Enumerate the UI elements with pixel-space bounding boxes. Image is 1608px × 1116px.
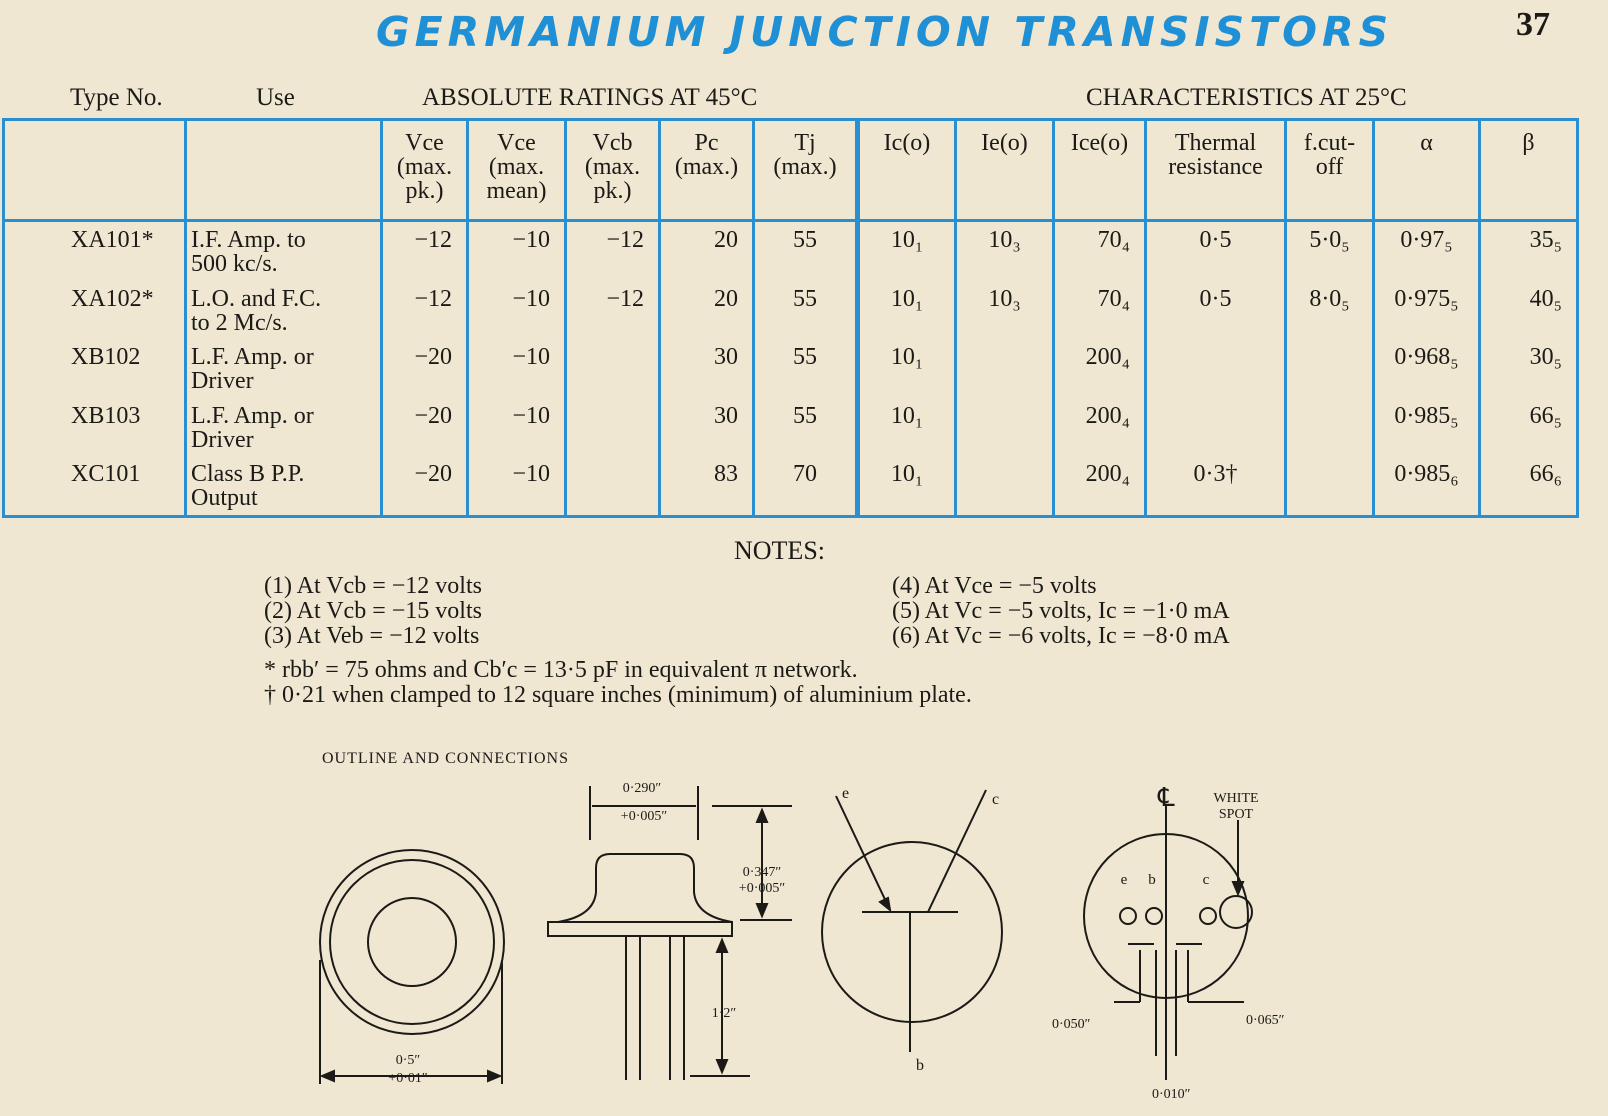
table-cell: 20 [660,281,754,340]
note-6: (6) At Vc = −6 volts, Ic = −8·0 mA [892,623,1230,649]
table-cell [956,339,1054,398]
use-label: Use [256,84,295,111]
characteristics-label: CHARACTERISTICS AT 25°C [1086,84,1407,111]
dim-can-width-tol: +0·005″ [620,809,668,824]
table-cell [566,398,660,457]
note-5: (5) At Vc = −5 volts, Ic = −1·0 mA [892,598,1230,624]
header-thermal: Thermal resistance [1146,120,1286,221]
table-cell: −10 [468,221,566,281]
note-4: (4) At Vce = −5 volts [892,573,1097,599]
transistor-table [2,118,1579,518]
table-cell [1286,456,1374,516]
table-cell: 0·97₅ [1374,221,1480,281]
notes-right [892,574,1230,649]
header-pc: Pc (max.) [660,120,754,221]
table-cell: 70 [754,456,858,516]
row-use-line: 500 kc/s. [191,251,278,277]
row-type-no: XB103 [4,398,186,457]
row-use [186,221,382,281]
row-use-line: L.O. and F.C. [191,285,322,312]
table-cell: −20 [382,456,468,516]
table-cell: −12 [382,221,468,281]
white-spot-label: WHITE [1213,791,1259,806]
table-cell: 0·985₅ [1374,398,1480,457]
header-use [186,120,382,221]
dim-diameter: 0·5″ [395,1053,421,1068]
table-cell: 55 [754,339,858,398]
table-cell [956,456,1054,516]
row-use [186,398,382,457]
row-use [186,339,382,398]
table-cell: 20 [660,221,754,281]
row-use-line: Class B P.P. [191,461,305,488]
row-use-line: to 2 Mc/s. [191,309,288,336]
row-use-line: Output [191,485,258,512]
centerline-icon: ℄ [1158,783,1175,812]
side-view [548,786,792,1080]
table-cell: 40₅ [1480,281,1578,340]
table-cell: 55 [754,281,858,340]
base-pin-b: b [1148,872,1156,888]
table-cell: 35₅ [1480,221,1578,281]
row-use [186,281,382,340]
header-type [4,120,186,221]
table-cell: 10₁ [858,281,956,340]
table-cell: −10 [468,281,566,340]
table-cell: 30 [660,398,754,457]
row-use-line: I.F. Amp. to [191,227,306,253]
dim-can-height: 0·347″ [742,865,782,880]
table-row [4,456,1578,516]
transistor-symbol [822,790,1002,1052]
row-type-no: XA102* [4,281,186,340]
table-cell: 70₄ [1054,281,1146,340]
row-use [186,456,382,516]
header-vcb-pk: Vcb (max. pk.) [566,120,660,221]
table-cell [1286,339,1374,398]
table-cell: 10₁ [858,398,956,457]
table-cell: −20 [382,398,468,457]
dim-lead: 1·2″ [711,1006,737,1021]
footnotes [264,658,972,708]
page-title: GERMANIUM JUNCTION TRANSISTORS [376,8,1394,56]
header-ieo: Ie(o) [956,120,1054,221]
type-no-label: Type No. [70,84,163,111]
table-cell: 66₅ [1480,398,1578,457]
dim-can-height-tol: +0·005″ [738,881,786,896]
table-cell: 0·968₅ [1374,339,1480,398]
table-cell: 55 [754,398,858,457]
table-cell: 0·5 [1146,281,1286,340]
table-row [4,398,1578,457]
header-vce-pk: Vce (max. pk.) [382,120,468,221]
dim-diameter-tol: +0·01″ [388,1071,428,1086]
note-3: (3) At Veb = −12 volts [264,623,480,649]
table-cell: −10 [468,456,566,516]
table-cell: 83 [660,456,754,516]
table-cell: 0·5 [1146,221,1286,281]
header-fcutoff: f.cut- off [1286,120,1374,221]
table-cell [956,398,1054,457]
table-cell: 5·0₅ [1286,221,1374,281]
table-row [4,339,1578,398]
row-type-no: XB102 [4,339,186,398]
row-type-no: XC101 [4,456,186,516]
header-iceo: Ice(o) [1054,120,1146,221]
row-use-line: Driver [191,368,254,395]
table-cell: 30 [660,339,754,398]
table-cell: 200₄ [1054,456,1146,516]
white-spot-label-2: SPOT [1218,807,1254,822]
table-cell: −12 [566,221,660,281]
table-cell: 10₃ [956,221,1054,281]
table-cell: 200₄ [1054,398,1146,457]
table-row [4,281,1578,340]
symbol-pin-c: c [992,791,1000,808]
outline-label: OUTLINE AND CONNECTIONS [322,750,569,767]
table-cell: 200₄ [1054,339,1146,398]
base-pin-e: e [1120,872,1128,888]
table-cell: −10 [468,398,566,457]
footnote-dagger: † 0·21 when clamped to 12 square inches (minimum) of aluminium plate. [264,682,972,708]
symbol-pin-b: b [916,1057,924,1074]
table-cell: 10₁ [858,456,956,516]
header-vce-mean: Vce (max. mean) [468,120,566,221]
outline-drawing [0,780,1608,1116]
notes-left [264,574,482,649]
symbol-pin-e: e [842,785,850,802]
dim-010: 0·010″ [1152,1087,1191,1102]
table-cell: 55 [754,221,858,281]
dim-can-width: 0·290″ [622,781,662,796]
table-cell: 0·985₆ [1374,456,1480,516]
base-pin-c: c [1202,872,1210,888]
table-cell: −20 [382,339,468,398]
header-tj: Tj (max.) [754,120,858,221]
row-use-line: Driver [191,426,254,453]
table-cell [1146,398,1286,457]
table-cell: 8·0₅ [1286,281,1374,340]
table-cell [1286,398,1374,457]
row-use-line: L.F. Amp. or [191,402,314,429]
table-cell [1146,339,1286,398]
header-alpha: α [1374,120,1480,221]
page-number: 37 [1516,6,1550,43]
table-header-row [4,120,1578,221]
row-type-no: XA101* [4,221,186,281]
header-beta: β [1480,120,1578,221]
table-cell: −12 [566,281,660,340]
note-1: (1) At Vcb = −12 volts [264,573,482,599]
header-ico: Ic(o) [858,120,956,221]
table-cell: 70₄ [1054,221,1146,281]
base-view [1084,806,1252,1080]
row-use-line: L.F. Amp. or [191,344,314,371]
table-cell: 10₃ [956,281,1054,340]
table-cell: 10₁ [858,221,956,281]
table-row [4,221,1578,281]
footnote-star: * rbb′ = 75 ohms and Cb′c = 13·5 pF in equivalent π network. [264,657,858,683]
dim-065: 0·065″ [1246,1013,1285,1028]
table-cell: 30₅ [1480,339,1578,398]
table-cell: 0·3† [1146,456,1286,516]
table-cell [566,339,660,398]
table-cell: 66₆ [1480,456,1578,516]
note-2: (2) At Vcb = −15 volts [264,598,482,624]
table-cell: 10₁ [858,339,956,398]
ratings-label: ABSOLUTE RATINGS AT 45°C [422,84,758,111]
table-cell [566,456,660,516]
table-cell: 0·975₅ [1374,281,1480,340]
table-cell: −12 [382,281,468,340]
top-view [320,850,504,1084]
notes-title: NOTES: [734,536,825,565]
table-cell: −10 [468,339,566,398]
dim-050: 0·050″ [1052,1017,1091,1032]
